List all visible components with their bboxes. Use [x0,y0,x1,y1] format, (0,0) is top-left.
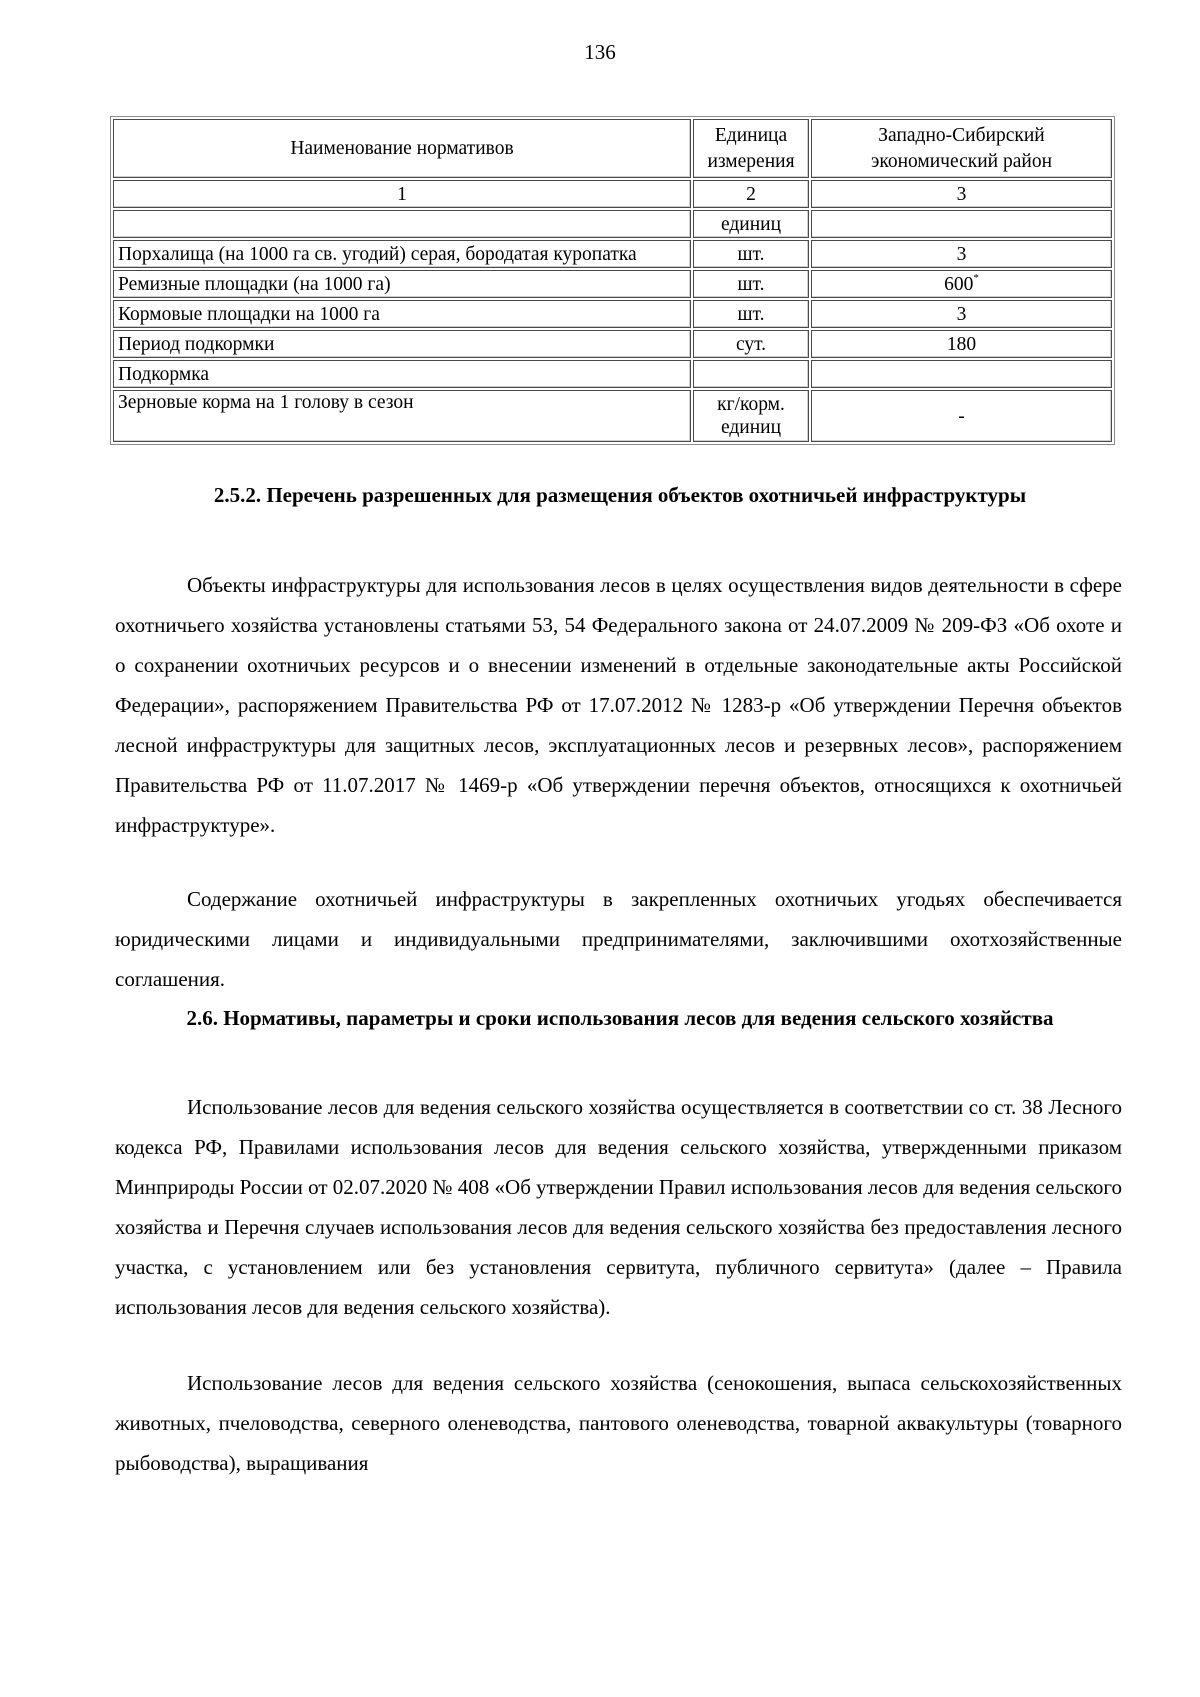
table-row [113,270,1112,298]
table-row [113,240,1112,268]
header-name: Наименование нормативов [113,119,691,178]
table-row [113,300,1112,328]
row-name: Порхалища (на 1000 га св. угодий) серая, бородатая куропатка [113,240,691,268]
row-name: Ремизные площадки (на 1000 га) [113,270,691,298]
paragraph: Использование лесов для ведения сельского хозяйства (сенокошения, выпаса сельскохозяйственных животных, пчеловодства, северного оленеводства, пантового оленеводства, товарной аквакультуры (товарного рыбоводства), выращивания [115,1371,1122,1475]
row-unit: шт. [693,240,809,268]
table-row [113,390,1112,442]
row-value: - [811,390,1112,442]
section-heading-2-5-2: 2.5.2. Перечень разрешенных для размещения объектов охотничьей инфраструктуры [213,483,1027,507]
row-unit: сут. [693,330,809,358]
section-heading-2-6: 2.6. Нормативы, параметры и сроки использования лесов для ведения сельского хозяйства [186,1006,1054,1030]
header-unit: Единица измерения [693,119,809,178]
footnote-mark: * [973,271,979,284]
row-unit: единиц [693,210,809,238]
row-unit: шт. [693,300,809,328]
row-unit: кг/корм. единиц [693,390,809,442]
row-value: 180 [811,330,1112,358]
row-unit [693,360,809,388]
table-row [113,330,1112,358]
table-header-row [113,119,1112,178]
header-region: Западно-Сибирский экономический район [811,119,1112,178]
row-value [811,360,1112,388]
row-value: 3 [811,240,1112,268]
row-unit: шт. [693,270,809,298]
row-name: Подкормка [113,360,691,388]
row-value-cell [811,270,1112,298]
column-number: 3 [811,180,1112,208]
row-value: 3 [811,300,1112,328]
row-value: 600 [944,273,974,295]
paragraph: Использование лесов для ведения сельского хозяйства осуществляется в соответствии со ст. 38 Лесного кодекса РФ, Правилами использования лесов для ведения сельского хозяйства, утвержденными приказом Минприроды России от 02.07.2020 № 408 «Об утверждении Правил использования лесов для ведения сельского хозяйства и Перечня случаев использования лесов для ведения сельского хозяйства без предоставления лесного участка, с установлением или без установления сервитута, публичного сервитута» (далее – Правила использования лесов для ведения сельского хозяйства). [115,1095,1122,1319]
row-name [113,210,691,238]
table-row [113,360,1112,388]
column-number: 2 [693,180,809,208]
row-name: Зерновые корма на 1 голову в сезон [113,390,691,442]
row-value [811,210,1112,238]
column-number: 1 [113,180,691,208]
paragraph: Содержание охотничьей инфраструктуры в закрепленных охотничьих угодьях обеспечивается юридическими лицами и индивидуальными предпринимателями, заключившими охотхозяйственные соглашения. [115,887,1122,991]
norms-table [110,116,1115,445]
page-number: 136 [584,40,616,64]
table-column-numbers [113,180,1112,208]
table-row [113,210,1112,238]
paragraph: Объекты инфраструктуры для использования лесов в целях осуществления видов деятельности в сфере охотничьего хозяйства установлены статьями 53, 54 Федерального закона от 24.07.2009 № 209-ФЗ «Об охоте и о сохранении охотничьих ресурсов и о внесении изменений в отдельные законодательные акты Российской Федерации», распоряжением Правительства РФ от 17.07.2012 № 1283-р «Об утверждении Перечня объектов лесной инфраструктуры для защитных лесов, эксплуатационных лесов и резервных лесов», распоряжением Правительства РФ от 11.07.2017 № 1469-р «Об утверждении перечня объектов, относящихся к охотничьей инфраструктуре». [115,573,1122,837]
row-name: Кормовые площадки на 1000 га [113,300,691,328]
row-name: Период подкормки [113,330,691,358]
